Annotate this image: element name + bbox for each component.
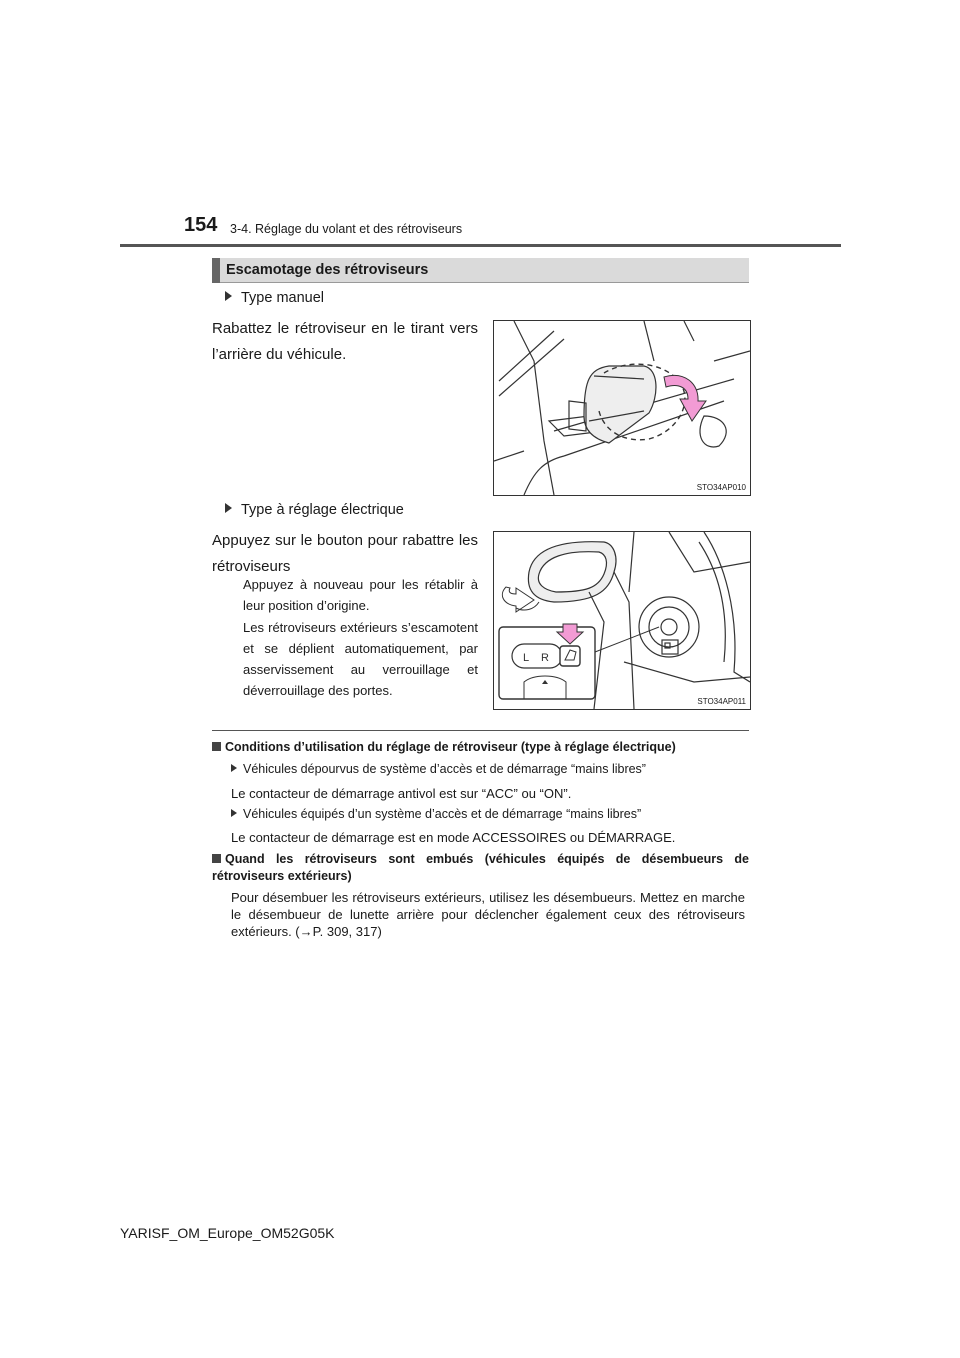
manual-type-label: Type manuel — [241, 290, 325, 306]
section-heading-bar — [212, 258, 749, 283]
without-smart-entry-item: Véhicules dépourvus de système d’accès et de démarrage “mains libres” — [231, 762, 646, 776]
triangle-bullet-icon — [225, 291, 232, 301]
conditions-heading: Conditions d’utilisation du réglage de rétroviseur (type à réglage électrique) — [212, 739, 749, 756]
square-bullet-icon — [212, 742, 221, 751]
chapter-title: 3-4. Réglage du volant et des rétroviseurs — [230, 222, 463, 236]
square-bullet-icon — [212, 854, 221, 863]
triangle-bullet-icon — [225, 503, 232, 513]
manual-instruction: Rabattez le rétroviseur en le tirant vers l’arrière du véhicule. — [212, 320, 478, 363]
triangle-bullet-icon — [231, 809, 237, 817]
figure-code: STO34AP010 — [696, 483, 746, 492]
with-smart-entry-item: Véhicules équipés d’un système d’accès et de démarrage “mains libres” — [231, 807, 641, 821]
page-reference[interactable]: P. 309, 317) — [312, 924, 382, 939]
manual-mirror-figure — [493, 320, 751, 496]
section-title: Escamotage des rétroviseurs — [226, 262, 429, 278]
mirror-fold-illustration — [494, 321, 750, 495]
page-number: 154 — [184, 214, 218, 236]
electric-type-item — [225, 502, 404, 518]
electric-note-auto: Les rétroviseurs extérieurs s’escamotent et se déplient automatiquement, par asservissement au verrouillage et déverrouillage des portes. — [243, 620, 478, 698]
triangle-bullet-icon — [231, 764, 237, 772]
switch-label-right: R — [541, 652, 549, 664]
with-smart-entry-text: Le contacteur de démarrage est en mode ACCESSOIRES ou DÉMARRAGE. — [231, 830, 676, 845]
without-smart-entry-text: Le contacteur de démarrage antivol est sur “ACC” ou “ON”. — [231, 786, 572, 801]
fogged-text: Pour désembuer les rétroviseurs extérieurs, utilisez les désembueurs. Mettez en marche le désembueur de lunette arrière pour déclencher également ceux des rétroviseurs extérieurs. (→P. 309, 317) — [231, 890, 745, 939]
electric-note-restore: Appuyez à nouveau pour les rétablir à leur position d’origine. — [243, 577, 478, 613]
electric-instruction: Appuyez sur le bouton pour rabattre les rétroviseurs — [212, 532, 478, 575]
section-divider — [212, 730, 749, 731]
section-marker — [212, 258, 220, 283]
rotate-arrow-icon — [502, 587, 534, 612]
fogged-heading: Quand les rétroviseurs sont embués (véhicules équipés de désembueurs de rétroviseurs extérieurs) — [212, 852, 749, 883]
mirror-switch-illustration — [494, 532, 750, 709]
fold-button — [560, 646, 580, 666]
figure-code: STO34AP011 — [697, 697, 746, 706]
electric-switch-figure — [493, 531, 751, 710]
arrow-ref-icon: → — [299, 924, 313, 939]
electric-type-label: Type à réglage électrique — [241, 502, 404, 518]
manual-type-item — [225, 290, 324, 306]
switch-label-left: L — [523, 652, 530, 664]
footer-doc-id: YARISF_OM_Europe_OM52G05K — [120, 1225, 335, 1241]
header-rule — [120, 244, 841, 247]
